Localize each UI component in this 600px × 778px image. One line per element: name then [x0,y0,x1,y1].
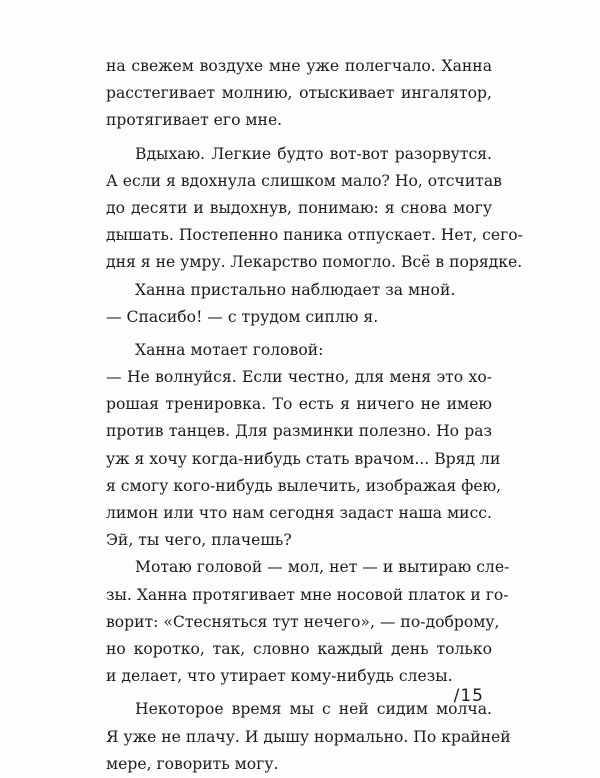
text-line: А если я вдохнула слишком мало? Но, отсчитав [106,171,502,190]
page-number: /15 [453,686,484,706]
text-line: Мотаю головой — мол, нет — и вытираю сле- [135,558,510,577]
text-line: дня я не умру. Лекарство помогло. Всё в порядке. [106,253,523,272]
text-line: я смогу кого-нибудь вылечить, изображая фею, [106,476,502,495]
text-line: но коротко, так, словно каждый день только [106,639,492,658]
text-line: против танцев. Для разминки полезно. Но раз [106,422,492,441]
text-line: дышать. Постепенно паника отпускает. Нет, сего- [106,226,523,245]
text-line: ворит: «Стесняться тут нечего», — по-доброму, [106,612,500,631]
text-line: на свежем воздухе мне уже полегчало. Ханна [106,57,492,75]
text-line: уж я хочу когда-нибудь стать врачом... Вряд ли [106,449,501,468]
text-line: Ханна пристально наблюдает за мной. [135,280,456,299]
text-line: — Спасибо! — с трудом сиплю я. [106,307,379,326]
text-line: Я уже не плачу. И дышу нормально. По крайней [106,727,511,746]
text-line: лимон или что нам сегодня задаст наша мисс. [106,504,492,522]
text-line: зы. Ханна протягивает мне носовой платок и го- [106,585,509,604]
page-body-text [106,53,523,778]
text-line: и делает, что утирает кому-нибудь слезы. [106,667,453,686]
text-line: Вдыхаю. Легкие будто вот-вот разорвутся. [135,144,492,163]
text-line: — Не волнуйся. Если честно, для меня это хо- [106,368,492,387]
text-line: расстегивает молнию, отыскивает ингалятор, [106,84,492,103]
text-line: протягивает его мне. [106,111,283,130]
text-line: рошая тренировка. То есть я ничего не имею [106,395,492,414]
text-line: мере, говорить могу. [106,754,279,773]
text-line: Некоторое время мы с ней сидим молча. [135,700,492,719]
text-line: до десяти и выдохнув, понимаю: я снова могу [106,198,492,217]
text-line: Ханна мотает головой: [135,340,324,359]
text-line: Эй, ты чего, плачешь? [106,531,292,550]
